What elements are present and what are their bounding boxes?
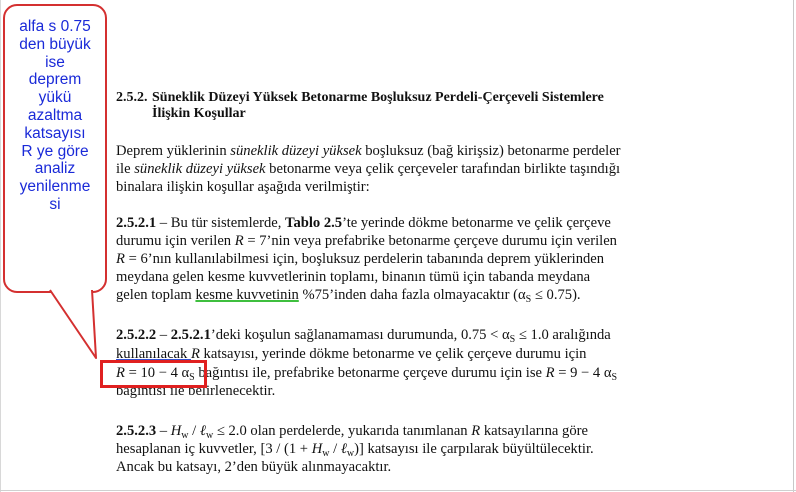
- p1-number: 2.5.2.1: [116, 215, 157, 231]
- p3-subscript: w: [322, 448, 330, 459]
- p1-subscript: S: [525, 294, 532, 305]
- p2-subscript: S: [611, 372, 618, 383]
- callout-line: alfa s 0.75: [19, 18, 91, 35]
- p2-text: katsayısı, yerinde dökme betonarme ve çelik çerçeve durumu için: [199, 346, 587, 362]
- formula-highlight-box: [100, 360, 207, 388]
- p1-text: = 7’nin veya prefabrike betonarme çerçeve durumu için verilen: [243, 233, 617, 249]
- callout-line: analiz: [34, 160, 76, 178]
- callout-line: den büyük: [19, 35, 91, 53]
- p1-text: %75’inden daha fazla olmayacaktır (α: [298, 287, 526, 303]
- p3-subscript: w: [205, 430, 214, 441]
- p2-symbol-r: R: [116, 365, 125, 381]
- p1-symbol-r: R: [234, 233, 244, 249]
- p1-text: gelen toplam: [116, 287, 196, 303]
- intro-text: binalara ilişkin koşullar aşağıda verilmiştir:: [116, 179, 370, 195]
- p2-text: ≤ 1.0 aralığında: [515, 327, 611, 343]
- intro-text: boşluksuz (bağ kirişsiz) betonarme perdeler: [361, 143, 621, 159]
- callout-tail-shape: [50, 290, 96, 358]
- p2-symbol-r: R: [190, 346, 200, 362]
- p3-subscript: w: [181, 430, 189, 441]
- callout-line: azaltma: [27, 106, 83, 124]
- p3-symbol-l: ℓ: [199, 423, 206, 439]
- p1-table-ref: Tablo 2.5: [285, 215, 343, 231]
- p1-text: = 6’nın kullanılabilmesi için, boşluksuz perdelerin tabanında deprem yüklerinden: [124, 251, 605, 267]
- p3-text: katsayılarına göre: [480, 423, 588, 439]
- p3-text: /: [188, 423, 200, 439]
- p3-text: hesaplanan iç kuvvetler, [3 / (1 +: [116, 441, 312, 457]
- p2-text: ’deki koşulun sağlanamaması durumunda, 0.75 < α: [210, 327, 510, 343]
- p3-subscript: w: [346, 448, 355, 459]
- p2-text: bağıntısı ile, prefabrike betonarme çerçeve durumu için ise: [194, 365, 546, 381]
- p3-symbol-h: H: [170, 423, 182, 439]
- p2-symbol-r: R: [545, 365, 555, 381]
- p2-underlined-word: kullanılacak: [116, 346, 191, 362]
- p1-underlined-term: kesme kuvvetinin: [195, 287, 299, 303]
- p2-number: 2.5.2.2: [116, 327, 157, 343]
- callout-line: si: [49, 195, 61, 213]
- p2-ref-number: 2.5.2.1: [170, 327, 211, 343]
- callout-line: katsayısı: [24, 124, 86, 142]
- section-number: 2.5.2.: [116, 90, 148, 105]
- p1-text: ’te yerinde dökme betonarme ve çelik çerçeve: [342, 215, 611, 231]
- p3-symbol-h: H: [311, 441, 323, 457]
- callout-line: yenilenme: [19, 178, 91, 196]
- p3-text: /: [329, 441, 341, 457]
- p1-text: meydana gelen kesme kuvvetlerinin toplamı, binanın tümü için tabanda meydana: [116, 269, 591, 285]
- intro-italic: süneklik düzeyi yüksek: [230, 143, 362, 159]
- callout-line: ise: [45, 53, 65, 71]
- callout-line: deprem: [28, 71, 82, 89]
- p2-subscript: S: [509, 334, 516, 345]
- section-title-line2: İlişkin Koşullar: [152, 106, 246, 121]
- intro-text: ile: [116, 161, 135, 177]
- intro-text: Deprem yüklerinin: [116, 143, 231, 159]
- p3-text: Ancak bu katsayı, 2’den büyük alınmayacaktır.: [116, 459, 392, 475]
- p3-symbol-l: ℓ: [340, 441, 347, 457]
- p2-subscript: S: [189, 372, 195, 383]
- p2-text: –: [156, 327, 171, 343]
- p2-formula: = 9 − 4 α: [554, 365, 612, 381]
- callout-text: [3, 18, 107, 214]
- p3-text: ≤ 2.0 olan perdelerde, yukarıda tanımlanan: [213, 423, 472, 439]
- p2-formula: = 10 − 4 α: [124, 365, 190, 381]
- p3-text: –: [156, 423, 171, 439]
- p1-symbol-r: R: [116, 251, 125, 267]
- callout-line: R ye göre: [21, 142, 89, 160]
- section-title-line1: Süneklik Düzeyi Yüksek Betonarme Boşluksuz Perdeli-Çerçeveli Sistemlere: [152, 90, 604, 105]
- p1-text: – Bu tür sistemlerde,: [156, 215, 286, 231]
- intro-text: betonarme veya çelik çerçeveler tarafından birlikte taşındığı: [265, 161, 621, 177]
- p1-text: ≤ 0.75).: [531, 287, 581, 303]
- p1-text: durumu için verilen: [116, 233, 235, 249]
- p3-text: )] katsayısı ile çarpılarak büyültülecektir.: [354, 441, 594, 457]
- callout-line: yükü: [38, 89, 72, 107]
- p3-symbol-r: R: [471, 423, 481, 439]
- intro-italic: süneklik düzeyi yüksek: [134, 161, 266, 177]
- p2-text: bağıntısı ile belirlenecektir.: [116, 383, 276, 399]
- p3-number: 2.5.2.3: [116, 423, 157, 439]
